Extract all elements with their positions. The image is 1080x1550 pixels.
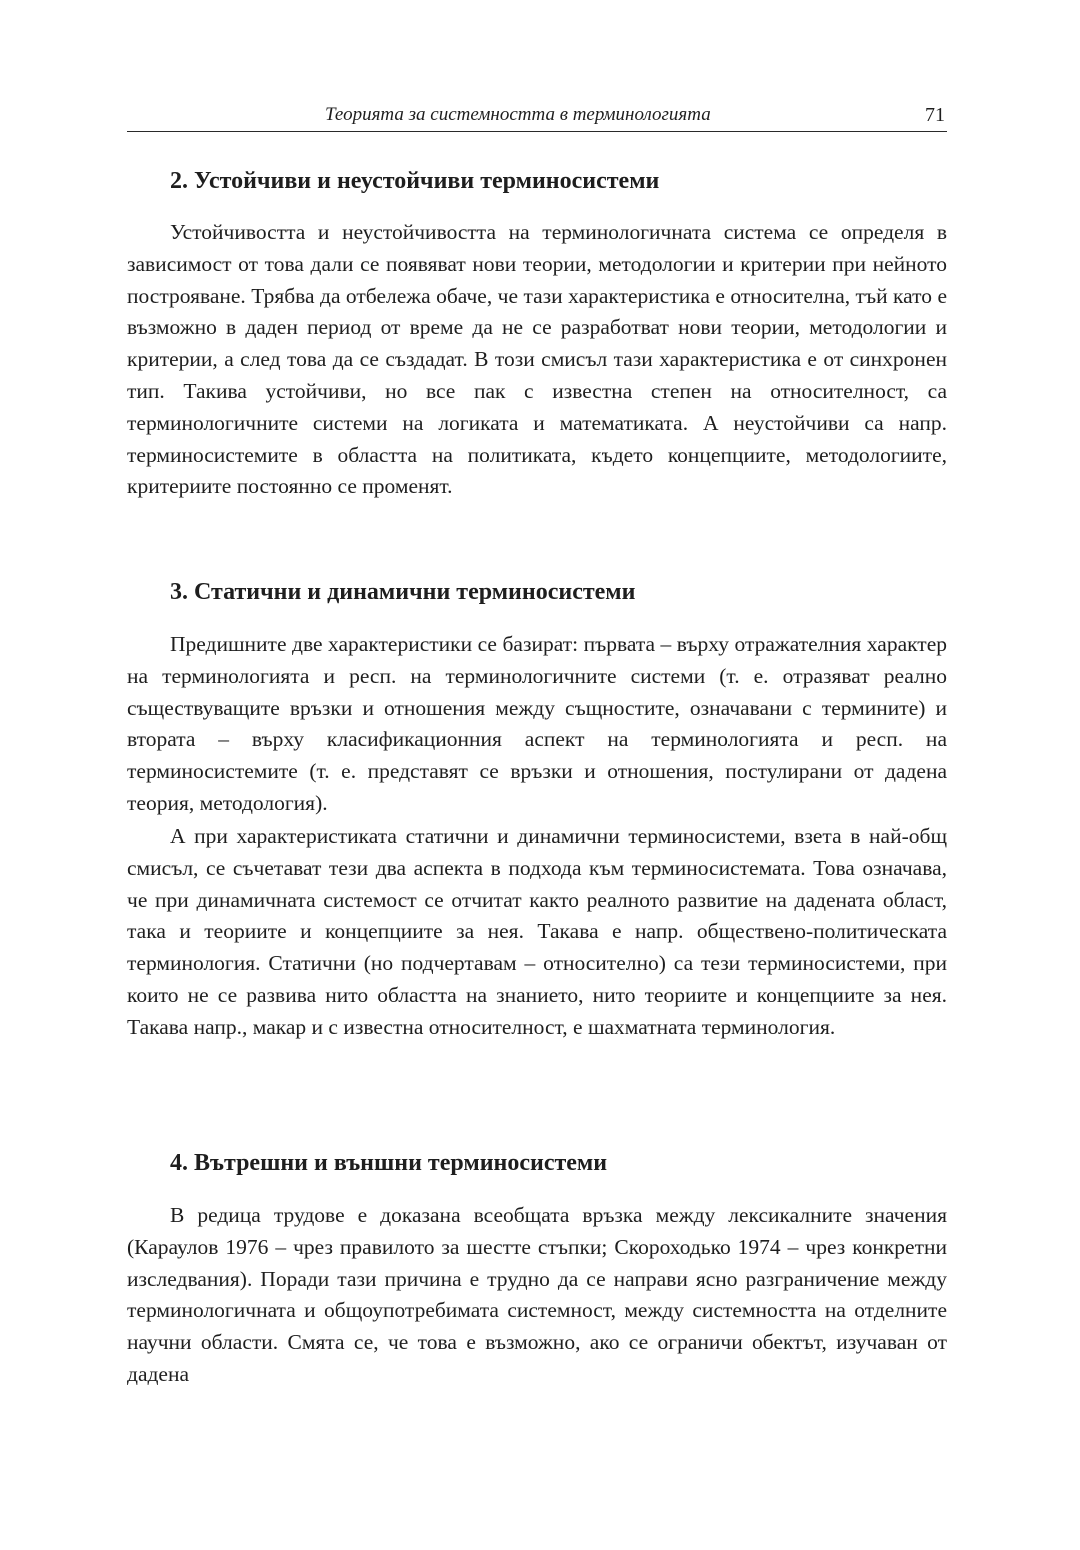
page-number: 71	[925, 104, 945, 126]
section-heading-2: 2. Устойчиви и неустойчиви терминосистеми	[170, 168, 660, 194]
section-heading-4: 4. Вътрешни и външни терминосистеми	[170, 1150, 608, 1176]
section-heading-3: 3. Статични и динамични терминосистеми	[170, 579, 636, 605]
running-title: Теорията за системността в терминологията	[325, 104, 711, 125]
section-3-paragraph-2: А при характеристиката статични и динамични терминосистеми, взета в най-общ смисъл, се съчетават тези два аспекта в подхода към терминосистемата. Това означава, че при динамичната системост се отчитат както реалното развитие на дадената област, така и теориите и концепциите за нея. Такава е напр. обществено-политическата терминология. Статични (но подчертавам – относително) са тези терминосистеми, при които не се развива нито областта на знанието, нито теориите и концепциите за нея. Такава напр., макар и с известна относителност, е шахматната терминология.	[127, 824, 947, 1039]
section-4-paragraph-1: В редица трудове е доказана всеобщата връзка между лексикалните значения (Караулов 1976 – чрез правилото за шестте стъпки; Скороходько 1974 – чрез конкретни изследвания). Поради тази причина е трудно да се направи ясно разграничение между терминологичната и общоупотребимата системност, между системността на отделните научни области. Смята се, че това е възможно, ако се ограничи обектът, изучаван от дадена	[127, 1203, 947, 1386]
running-head	[127, 103, 947, 132]
section-3-paragraph-1: Предишните две характеристики се базират: първата – върху отражателния характер на терминологията и респ. на терминологичните системи (т. е. отразяват реално съществуващите връзки и отношения между същностите, означавани с термините) и втората – върху класификационния аспект на терминологията и респ. на терминосистемите (т. е. представят се връзки и отношения, постулирани от дадена теория, методология).	[127, 632, 947, 815]
section-2-paragraph-1: Устойчивостта и неустойчивостта на терминологичната система се определя в зависимост от това дали се появяват нови теории, методологии и критерии при нейното построяване. Трябва да отбележа обаче, че тази характеристика е относителна, тъй като е възможно в даден период от време да не се разработват нови теории, методологии и критерии, а след това да се създадат. В този смисъл тази характеристика е от синхронен тип. Такива устойчиви, но все пак с известна степен на относителност, са терминологичните системи на логиката и математиката. А неустойчиви са напр. терминосистемите в областта на политиката, където концепциите, методологиите, критериите постоянно се променят.	[127, 220, 947, 499]
